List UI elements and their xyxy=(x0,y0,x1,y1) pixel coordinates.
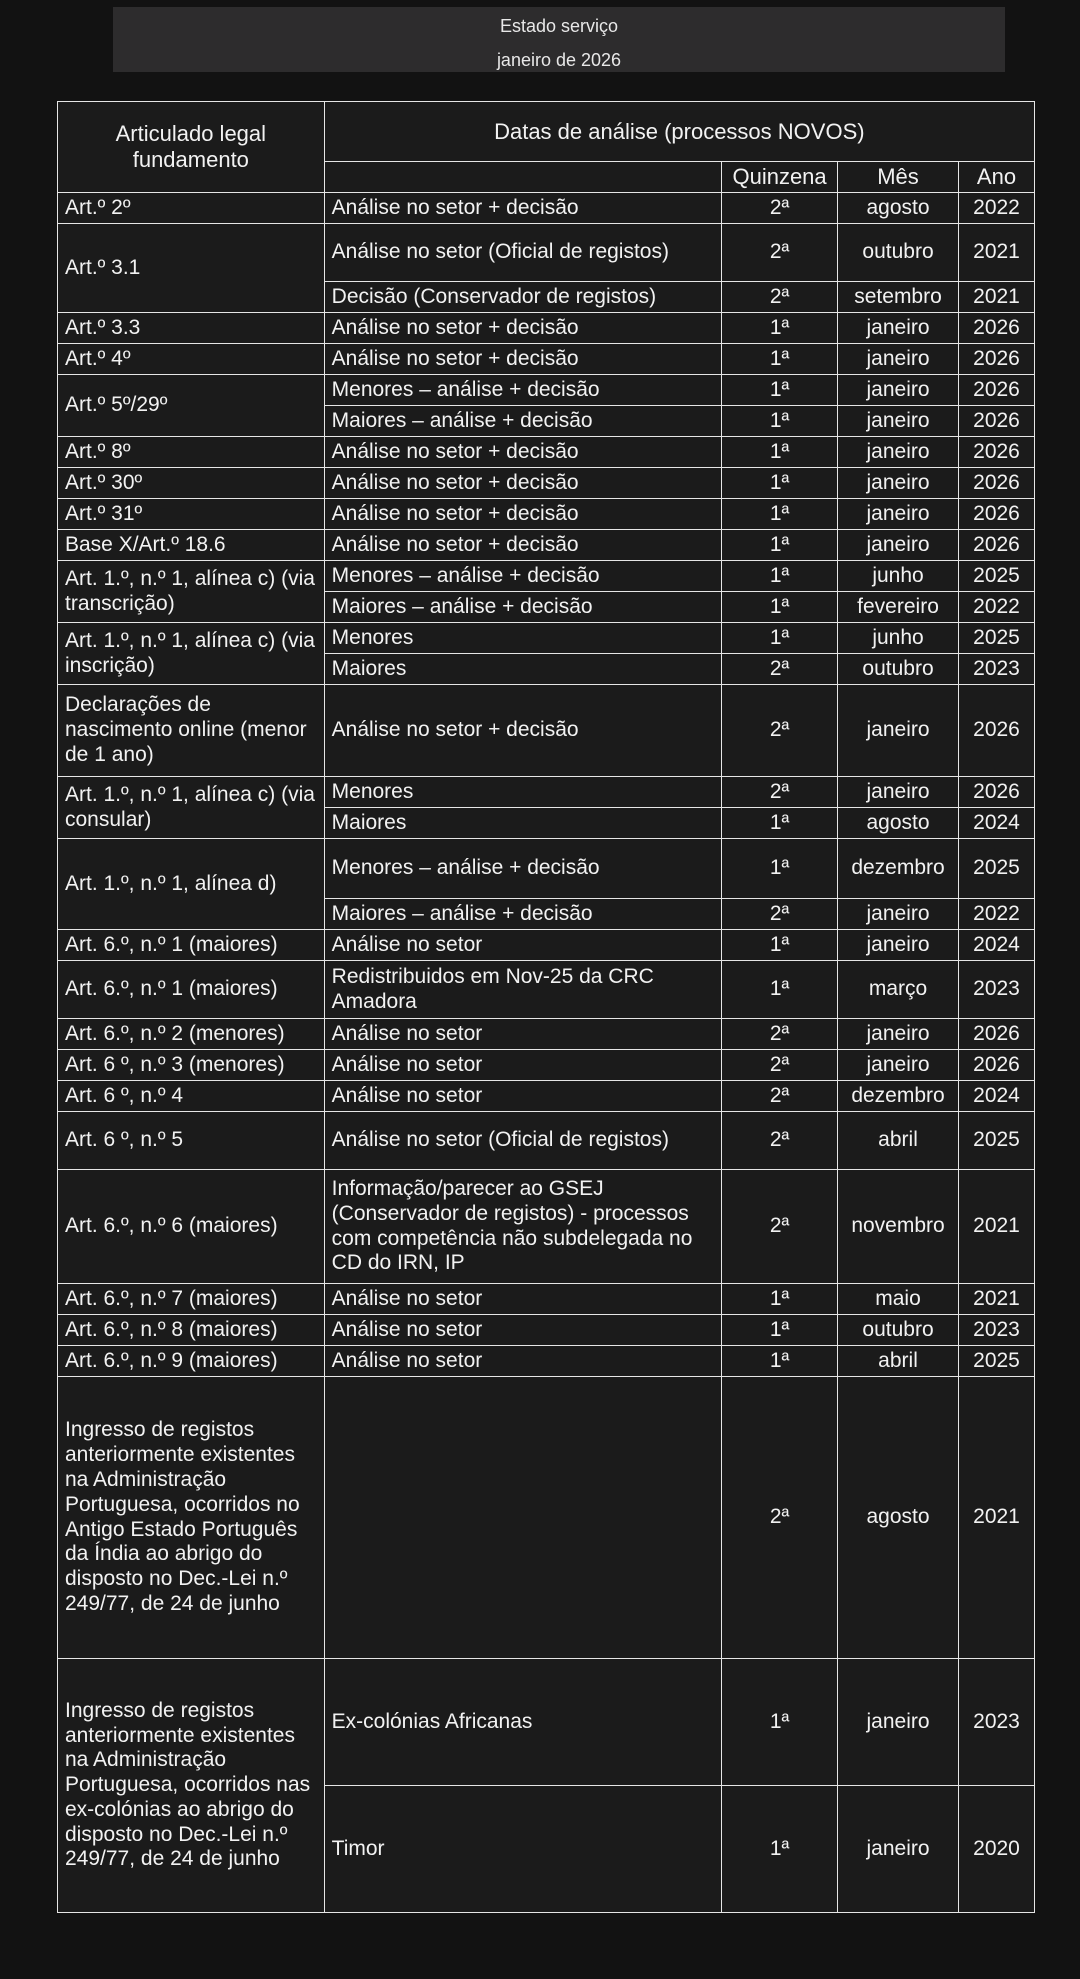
mes-cell: janeiro xyxy=(838,406,959,437)
header-quinzena: Quinzena xyxy=(722,162,838,193)
mes-cell: agosto xyxy=(838,1377,959,1659)
article-cell: Art. 6.º, n.º 8 (maiores) xyxy=(58,1315,325,1346)
analysis-cell: Maiores – análise + decisão xyxy=(324,899,721,930)
analysis-cell: Menores – análise + decisão xyxy=(324,839,721,899)
table-row xyxy=(58,468,1035,499)
table-row xyxy=(58,623,1035,654)
quinzena-cell: 2ª xyxy=(722,224,838,282)
mes-cell: janeiro xyxy=(838,899,959,930)
article-cell: Declarações de nascimento online (menor de 1 ano) xyxy=(58,685,325,777)
quinzena-cell: 1ª xyxy=(722,592,838,623)
table-row xyxy=(58,685,1035,777)
article-cell: Art.º 3.1 xyxy=(58,224,325,313)
header-title: Estado serviço xyxy=(499,16,619,36)
ano-cell: 2022 xyxy=(959,899,1035,930)
ano-cell: 2024 xyxy=(959,1081,1035,1112)
quinzena-cell: 2ª xyxy=(722,1377,838,1659)
quinzena-cell: 1ª xyxy=(722,808,838,839)
analysis-dates-table xyxy=(57,101,1035,1913)
table-row xyxy=(58,777,1035,808)
ano-cell: 2026 xyxy=(959,685,1035,777)
analysis-cell: Decisão (Conservador de registos) xyxy=(324,282,721,313)
header-date: janeiro de 2026 xyxy=(496,50,622,70)
ano-cell: 2024 xyxy=(959,930,1035,961)
article-cell: Art.º 8º xyxy=(58,437,325,468)
article-cell: Art.º 3.3 xyxy=(58,313,325,344)
mes-cell: janeiro xyxy=(838,777,959,808)
header-article: Articulado legal fundamento xyxy=(58,102,325,193)
mes-cell: janeiro xyxy=(838,1019,959,1050)
quinzena-cell: 1ª xyxy=(722,499,838,530)
quinzena-cell: 2ª xyxy=(722,1112,838,1170)
table-row xyxy=(58,1050,1035,1081)
analysis-cell: Maiores xyxy=(324,808,721,839)
table-row xyxy=(58,375,1035,406)
ano-cell: 2026 xyxy=(959,313,1035,344)
table-row xyxy=(58,561,1035,592)
article-cell: Art.º 4º xyxy=(58,344,325,375)
mes-cell: fevereiro xyxy=(838,592,959,623)
mes-cell: janeiro xyxy=(838,499,959,530)
mes-cell: agosto xyxy=(838,193,959,224)
ano-cell: 2021 xyxy=(959,1377,1035,1659)
mes-cell: março xyxy=(838,961,959,1019)
table-row xyxy=(58,193,1035,224)
ano-cell: 2026 xyxy=(959,468,1035,499)
quinzena-cell: 2ª xyxy=(722,282,838,313)
quinzena-cell: 1ª xyxy=(722,437,838,468)
ano-cell: 2022 xyxy=(959,193,1035,224)
mes-cell: junho xyxy=(838,623,959,654)
ano-cell: 2026 xyxy=(959,499,1035,530)
article-cell: Art. 1.º, n.º 1, alínea d) xyxy=(58,839,325,930)
analysis-cell: Análise no setor xyxy=(324,930,721,961)
analysis-cell: Ex-colónias Africanas xyxy=(324,1659,721,1786)
mes-cell: abril xyxy=(838,1346,959,1377)
mes-cell: janeiro xyxy=(838,530,959,561)
mes-cell: setembro xyxy=(838,282,959,313)
quinzena-cell: 2ª xyxy=(722,1170,838,1284)
mes-cell: janeiro xyxy=(838,1659,959,1786)
analysis-cell: Menores – análise + decisão xyxy=(324,561,721,592)
quinzena-cell: 1ª xyxy=(722,1786,838,1913)
quinzena-cell: 1ª xyxy=(722,468,838,499)
analysis-cell: Maiores – análise + decisão xyxy=(324,592,721,623)
quinzena-cell: 1ª xyxy=(722,1284,838,1315)
analysis-cell xyxy=(324,1377,721,1659)
quinzena-cell: 2ª xyxy=(722,654,838,685)
ano-cell: 2021 xyxy=(959,1170,1035,1284)
article-cell: Art. 6 º, n.º 3 (menores) xyxy=(58,1050,325,1081)
analysis-cell: Análise no setor xyxy=(324,1019,721,1050)
ano-cell: 2025 xyxy=(959,561,1035,592)
analysis-cell: Análise no setor + decisão xyxy=(324,193,721,224)
quinzena-cell: 1ª xyxy=(722,839,838,899)
ano-cell: 2026 xyxy=(959,375,1035,406)
article-cell: Base X/Art.º 18.6 xyxy=(58,530,325,561)
ano-cell: 2020 xyxy=(959,1786,1035,1913)
quinzena-cell: 1ª xyxy=(722,1659,838,1786)
mes-cell: janeiro xyxy=(838,1050,959,1081)
mes-cell: agosto xyxy=(838,808,959,839)
ano-cell: 2021 xyxy=(959,224,1035,282)
analysis-cell: Análise no setor xyxy=(324,1050,721,1081)
mes-cell: outubro xyxy=(838,224,959,282)
quinzena-cell: 1ª xyxy=(722,375,838,406)
mes-cell: janeiro xyxy=(838,685,959,777)
table-row xyxy=(58,839,1035,899)
article-cell: Art. 1.º, n.º 1, alínea c) (via inscrição) xyxy=(58,623,325,685)
quinzena-cell: 1ª xyxy=(722,1315,838,1346)
mes-cell: dezembro xyxy=(838,1081,959,1112)
article-cell: Art.º 5º/29º xyxy=(58,375,325,437)
analysis-cell: Informação/parecer ao GSEJ (Conservador de registos) - processos com competência não subdelegada no CD do IRN, IP xyxy=(324,1170,721,1284)
mes-cell: janeiro xyxy=(838,1786,959,1913)
ano-cell: 2023 xyxy=(959,961,1035,1019)
table-row xyxy=(58,499,1035,530)
analysis-cell: Timor xyxy=(324,1786,721,1913)
quinzena-cell: 1ª xyxy=(722,623,838,654)
table-row xyxy=(58,930,1035,961)
ano-cell: 2026 xyxy=(959,437,1035,468)
table-row xyxy=(58,1170,1035,1284)
analysis-cell: Maiores – análise + decisão xyxy=(324,406,721,437)
analysis-cell: Análise no setor (Oficial de registos) xyxy=(324,224,721,282)
analysis-cell: Maiores xyxy=(324,654,721,685)
ano-cell: 2025 xyxy=(959,1112,1035,1170)
ano-cell: 2026 xyxy=(959,344,1035,375)
ano-cell: 2024 xyxy=(959,808,1035,839)
mes-cell: janeiro xyxy=(838,313,959,344)
header-mes: Mês xyxy=(838,162,959,193)
table-row xyxy=(58,1112,1035,1170)
header-empty xyxy=(324,162,721,193)
quinzena-cell: 2ª xyxy=(722,1081,838,1112)
mes-cell: janeiro xyxy=(838,344,959,375)
table-row xyxy=(58,224,1035,282)
quinzena-cell: 1ª xyxy=(722,961,838,1019)
mes-cell: janeiro xyxy=(838,468,959,499)
analysis-cell: Análise no setor (Oficial de registos) xyxy=(324,1112,721,1170)
quinzena-cell: 2ª xyxy=(722,899,838,930)
article-cell: Art.º 31º xyxy=(58,499,325,530)
analysis-cell: Análise no setor + decisão xyxy=(324,530,721,561)
ano-cell: 2023 xyxy=(959,1659,1035,1786)
status-header xyxy=(113,7,1005,72)
analysis-cell: Análise no setor xyxy=(324,1315,721,1346)
table-row xyxy=(58,437,1035,468)
table-row xyxy=(58,961,1035,1019)
table-row xyxy=(58,1019,1035,1050)
table-row xyxy=(58,530,1035,561)
mes-cell: junho xyxy=(838,561,959,592)
table-row xyxy=(58,1346,1035,1377)
analysis-cell: Menores – análise + decisão xyxy=(324,375,721,406)
analysis-cell: Análise no setor + decisão xyxy=(324,499,721,530)
analysis-cell: Análise no setor xyxy=(324,1284,721,1315)
table-row xyxy=(58,313,1035,344)
quinzena-cell: 1ª xyxy=(722,561,838,592)
table-row xyxy=(58,1659,1035,1786)
ano-cell: 2026 xyxy=(959,406,1035,437)
article-cell: Ingresso de registos anteriormente existentes na Administração Portuguesa, ocorridos nas ex-colónias ao abrigo do disposto no Dec.-Lei n.º 249/77, de 24 de junho xyxy=(58,1659,325,1913)
article-cell: Art.º 30º xyxy=(58,468,325,499)
ano-cell: 2021 xyxy=(959,1284,1035,1315)
header-group: Datas de análise (processos NOVOS) xyxy=(324,102,1034,162)
article-cell: Art. 6.º, n.º 1 (maiores) xyxy=(58,961,325,1019)
analysis-cell: Análise no setor xyxy=(324,1346,721,1377)
quinzena-cell: 2ª xyxy=(722,685,838,777)
analysis-cell: Análise no setor xyxy=(324,1081,721,1112)
quinzena-cell: 1ª xyxy=(722,406,838,437)
ano-cell: 2023 xyxy=(959,654,1035,685)
article-cell: Art. 6.º, n.º 1 (maiores) xyxy=(58,930,325,961)
table-row xyxy=(58,1377,1035,1659)
mes-cell: janeiro xyxy=(838,437,959,468)
analysis-cell: Análise no setor + decisão xyxy=(324,313,721,344)
quinzena-cell: 1ª xyxy=(722,530,838,561)
article-cell: Art. 6.º, n.º 2 (menores) xyxy=(58,1019,325,1050)
ano-cell: 2026 xyxy=(959,530,1035,561)
ano-cell: 2025 xyxy=(959,839,1035,899)
quinzena-cell: 1ª xyxy=(722,313,838,344)
article-cell: Ingresso de registos anteriormente existentes na Administração Portuguesa, ocorridos no Antigo Estado Português da Índia ao abrigo do disposto no Dec.-Lei n.º 249/77, de 24 de junho xyxy=(58,1377,325,1659)
article-cell: Art. 6.º, n.º 7 (maiores) xyxy=(58,1284,325,1315)
analysis-cell: Análise no setor + decisão xyxy=(324,685,721,777)
mes-cell: abril xyxy=(838,1112,959,1170)
quinzena-cell: 1ª xyxy=(722,344,838,375)
ano-cell: 2023 xyxy=(959,1315,1035,1346)
table-row xyxy=(58,1315,1035,1346)
quinzena-cell: 1ª xyxy=(722,1346,838,1377)
ano-cell: 2026 xyxy=(959,1050,1035,1081)
mes-cell: janeiro xyxy=(838,930,959,961)
ano-cell: 2025 xyxy=(959,623,1035,654)
quinzena-cell: 2ª xyxy=(722,1050,838,1081)
quinzena-cell: 2ª xyxy=(722,193,838,224)
mes-cell: novembro xyxy=(838,1170,959,1284)
article-cell: Art.º 2º xyxy=(58,193,325,224)
mes-cell: maio xyxy=(838,1284,959,1315)
ano-cell: 2026 xyxy=(959,777,1035,808)
article-cell: Art. 6 º, n.º 4 xyxy=(58,1081,325,1112)
mes-cell: dezembro xyxy=(838,839,959,899)
table-row xyxy=(58,344,1035,375)
analysis-cell: Menores xyxy=(324,777,721,808)
mes-cell: outubro xyxy=(838,654,959,685)
ano-cell: 2022 xyxy=(959,592,1035,623)
article-cell: Art. 6.º, n.º 6 (maiores) xyxy=(58,1170,325,1284)
quinzena-cell: 2ª xyxy=(722,777,838,808)
article-cell: Art. 6.º, n.º 9 (maiores) xyxy=(58,1346,325,1377)
analysis-cell: Menores xyxy=(324,623,721,654)
table-row xyxy=(58,1081,1035,1112)
table-row xyxy=(58,1284,1035,1315)
mes-cell: janeiro xyxy=(838,375,959,406)
article-cell: Art. 1.º, n.º 1, alínea c) (via consular) xyxy=(58,777,325,839)
mes-cell: outubro xyxy=(838,1315,959,1346)
analysis-cell: Redistribuidos em Nov-25 da CRC Amadora xyxy=(324,961,721,1019)
ano-cell: 2026 xyxy=(959,1019,1035,1050)
header-ano: Ano xyxy=(959,162,1035,193)
quinzena-cell: 2ª xyxy=(722,1019,838,1050)
analysis-cell: Análise no setor + decisão xyxy=(324,344,721,375)
ano-cell: 2025 xyxy=(959,1346,1035,1377)
article-cell: Art. 6 º, n.º 5 xyxy=(58,1112,325,1170)
analysis-cell: Análise no setor + decisão xyxy=(324,468,721,499)
article-cell: Art. 1.º, n.º 1, alínea c) (via transcrição) xyxy=(58,561,325,623)
analysis-cell: Análise no setor + decisão xyxy=(324,437,721,468)
ano-cell: 2021 xyxy=(959,282,1035,313)
quinzena-cell: 1ª xyxy=(722,930,838,961)
